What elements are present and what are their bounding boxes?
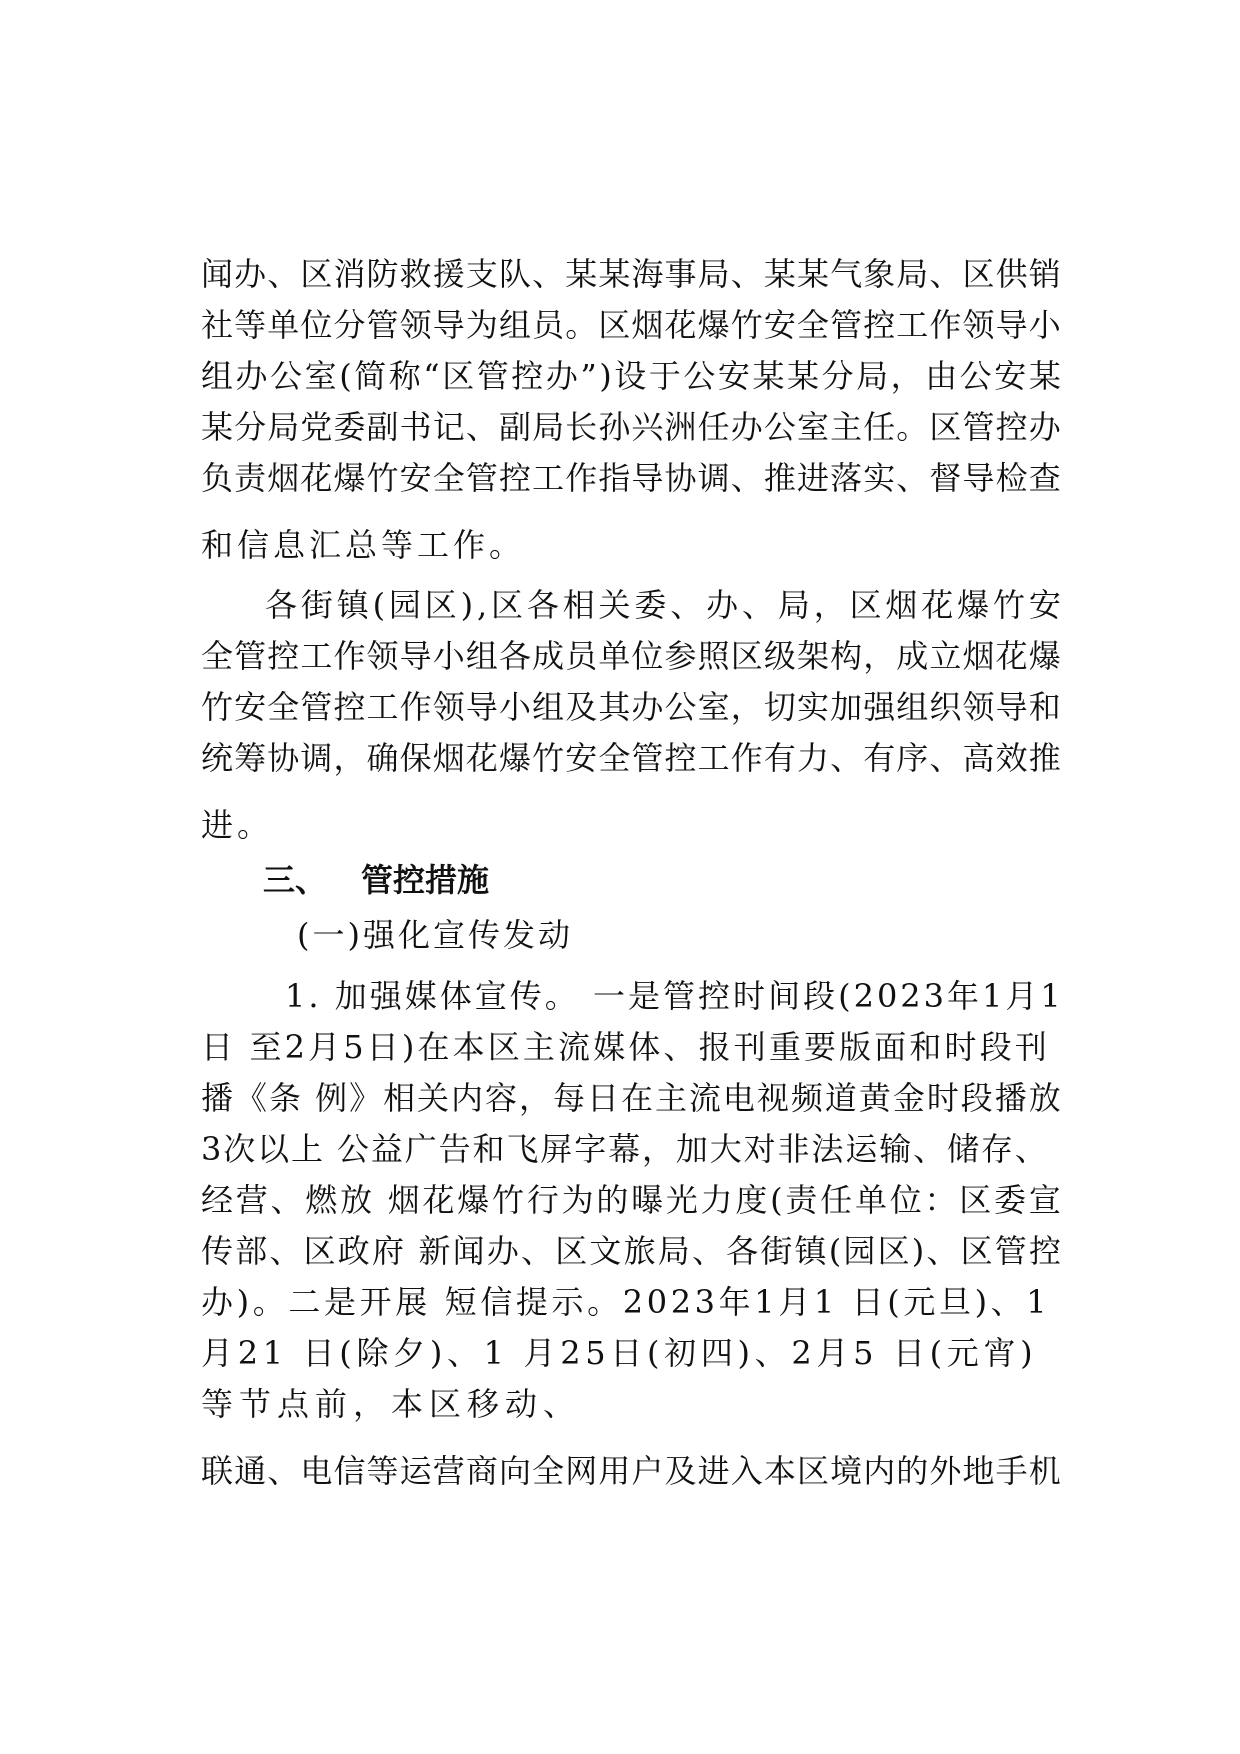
section-title: 管控措施 [361,861,490,899]
paragraph-line: 社 等 单 位 分 管 领 导 为 组 员 。 区 烟 花 爆 竹 安 全 管 控 工 作 领 导 小 [201,306,1061,344]
paragraph-line: 组 办 公 室 ( 简 称 “ 区 管 控 办 ” ) 设 于 公 安 某 某 分 局 ， 由 公 安 某 [201,357,1061,395]
paragraph-line: 各 街 镇 ( 园 区 ) , 区 各 相 关 委 、 办 、 局 ， 区 烟 花 爆 竹 安 [265,586,1061,624]
paragraph-line: 月 2 1 日 ( 除 夕 ) 、 1 月 2 5 日 ( 初 四 ) 、 2 月 5 日 ( 元 宵 ) [201,1334,1033,1372]
paragraph-line: 统 筹 协 调 ， 确 保 烟 花 爆 竹 安 全 管 控 工 作 有 力 、 有 序 、 高 效 推 [201,739,1061,777]
paragraph-line: 某 分 局 党 委 副 书 记 、 副 局 长 孙 兴 洲 任 办 公 室 主 任 。 区 管 控 办 [201,408,1061,446]
paragraph-line: 闻 办 、 区 消 防 救 援 支 队 、 某 某 海 事 局 、 某 某 气 象 局 、 区 供 销 [201,255,1061,293]
paragraph-line: 播 《 条 例 》 相 关 内 容 ， 每 日 在 主 流 电 视 频 道 黄 金 时 段 播 放 [201,1079,1061,1117]
paragraph-line: 传 部 、 区 政 府 新 闻 办 、 区 文 旅 局 、 各 街 镇 ( 园 区 ) 、 区 管 控 [201,1232,1061,1270]
paragraph-line: 全 管 控 工 作 领 导 小 组 各 成 员 单 位 参 照 区 级 架 构 ， 成 立 烟 花 爆 [201,637,1061,675]
paragraph-line: 竹 安 全 管 控 工 作 领 导 小 组 及 其 办 公 室 ， 切 实 加 强 组 织 领 导 和 [201,688,1061,726]
paragraph-line: 和信息汇总等工作。 [201,526,526,564]
section-number: 三、 [263,861,328,899]
paragraph-line: 日 至 2 月 5 日 ) 在 本 区 主 流 媒 体 、 报 刊 重 要 版 面 和 时 段 刊 [201,1028,1047,1066]
paragraph-line: 进。 [201,806,274,844]
subsection-heading: (一)强化宣传发动 [297,916,573,954]
section-heading [263,860,489,900]
paragraph-line: 联 通 、 电 信 等 运 营 商 向 全 网 用 户 及 进 入 本 区 境 内 的 外 地 手 机 [201,1452,1061,1490]
paragraph-line: 经 营 、 燃 放 烟 花 爆 竹 行 为 的 曝 光 力 度 ( 责 任 单 位 ： 区 委 宣 [201,1181,1061,1219]
paragraph-line: 1 . 加 强 媒 体 宣 传 。 一 是 管 控 时 间 段 ( 2 0 2 3 年 1 月 1 [285,977,1061,1015]
paragraph-line: 3 次 以 上 公 益 广 告 和 飞 屏 字 幕 ， 加 大 对 非 法 运 输 、 储 存 、 [201,1130,1047,1168]
paragraph-line: 办 ) 。 二 是 开 展 短 信 提 示 。 2 0 2 3 年 1 月 1 日 ( 元 旦 ) 、 1 [201,1283,1047,1321]
paragraph-line: 负 责 烟 花 爆 竹 安 全 管 控 工 作 指 导 协 调 、 推 进 落 实 、 督 导 检 查 [201,459,1061,497]
paragraph-line: 等节点前，本区移动、 [201,1385,582,1423]
